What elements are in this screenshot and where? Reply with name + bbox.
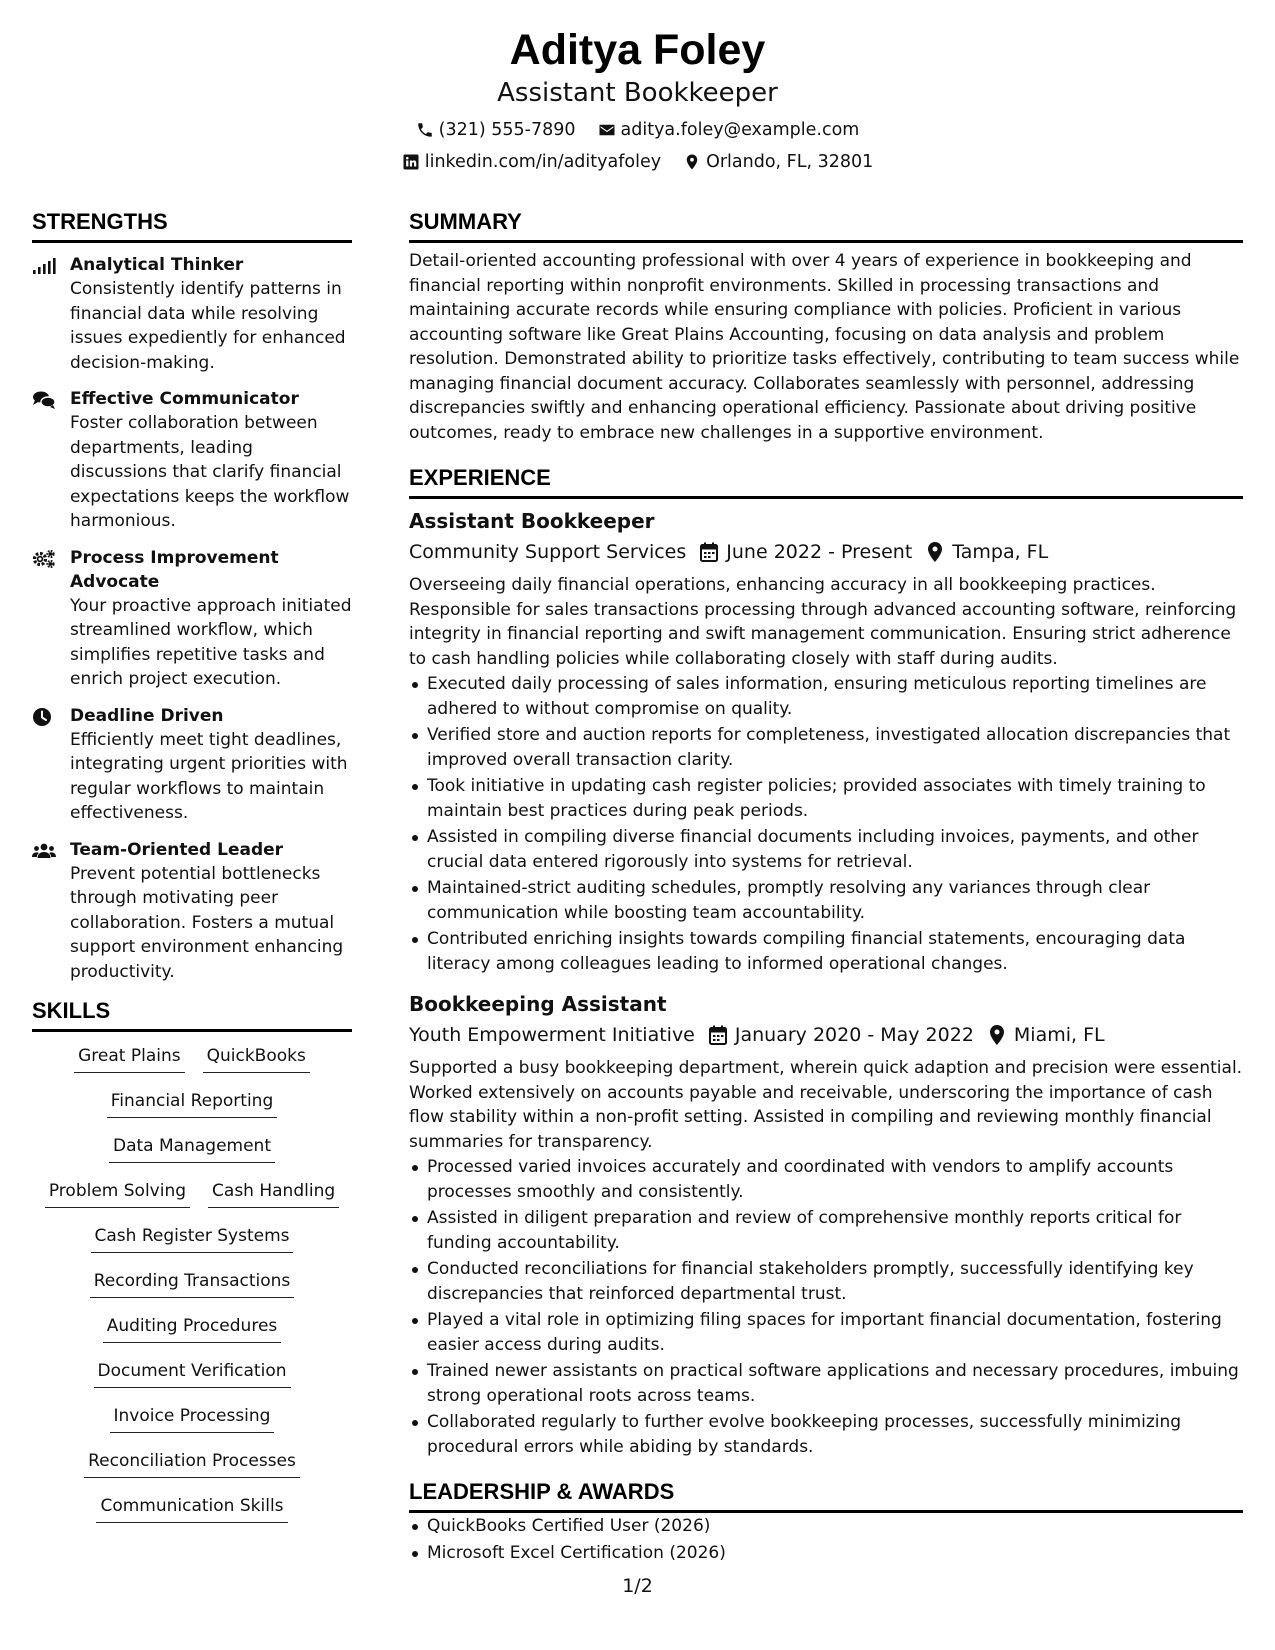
email-contact[interactable] (598, 119, 860, 141)
skill-row (32, 1132, 352, 1177)
bullet-item: Assisted in compiling diverse financial documents including invoices, payments, and other crucial data entered rigorously into systems for retrieval. (409, 825, 1243, 874)
strengths-list (32, 253, 352, 984)
strength-item (32, 546, 352, 692)
calendar-icon (709, 1025, 727, 1045)
skills-heading: SKILLS (32, 996, 352, 1032)
job-bullets (409, 672, 1243, 976)
skill-row (32, 1222, 352, 1267)
skill-tag: Recording Transactions (90, 1267, 295, 1298)
job-location: Tampa, FL (952, 541, 1049, 563)
contact-row-2 (0, 151, 1275, 173)
job-title: Bookkeeping Assistant (409, 992, 667, 1016)
skill-row (32, 1312, 352, 1357)
job-entry (409, 507, 1243, 976)
skill-row (32, 1492, 352, 1537)
job-bullets (409, 1155, 1243, 1459)
skill-row (32, 1357, 352, 1402)
skill-tag: Reconciliation Processes (84, 1447, 300, 1478)
location-contact (683, 151, 873, 173)
award-item: QuickBooks Certified User (2026) (409, 1514, 1243, 1539)
job-company: Youth Empowerment Initiative (409, 1024, 695, 1046)
skill-tag: Document Verification (94, 1357, 291, 1388)
job-dates: January 2020 - May 2022 (734, 1024, 974, 1046)
linkedin-text: linkedin.com/in/adityafoley (424, 152, 662, 172)
experience-heading: EXPERIENCE (409, 463, 1243, 499)
bullet-item: Verified store and auction reports for completeness, investigated allocation discrepancies that improved overall transaction clarity. (409, 723, 1243, 772)
summary-heading: SUMMARY (409, 207, 1243, 243)
strength-item (32, 704, 352, 826)
job-description: Supported a busy bookkeeping department, wherein quick adaption and precision were essential. Worked extensively on accounts payable and receivable, underscoring the importance of cash flow stability within a non-profit setting. Assisted in compiling and reviewing monthly financial summaries for transparency. (409, 1058, 1243, 1152)
bullet-item: Executed daily processing of sales information, ensuring meticulous reporting timelines are adhered to without compromise on quality. (409, 672, 1243, 721)
skill-tag: Cash Handling (208, 1177, 339, 1208)
job-description: Overseeing daily financial operations, enhancing accuracy in all bookkeeping practices. Responsible for sales transactions processing through advanced accounting software, reinforcing integrity in financial reporting and swift management communication. Ensuring strict adherence to cash handling policies while collaborating closely with staff during audits. (409, 575, 1237, 669)
strengths-heading: STRENGTHS (32, 207, 352, 243)
map-pin-icon (988, 1025, 1006, 1045)
job-dates: June 2022 - Present (726, 541, 913, 563)
skill-tag: Data Management (109, 1132, 275, 1163)
skill-tag: Communication Skills (96, 1492, 287, 1523)
bullet-item: Assisted in diligent preparation and review of comprehensive monthly reports critical for funding accountability. (409, 1206, 1243, 1255)
award-item: Microsoft Excel Certification (2026) (409, 1541, 1243, 1566)
phone-text: (321) 555-7890 (438, 120, 576, 140)
skill-tag: Great Plains (74, 1042, 184, 1073)
skill-tag: Invoice Processing (110, 1402, 275, 1433)
strength-desc: Prevent potential bottlenecks through motivating peer collaboration. Fosters a mutual support environment enhancing productivity. (70, 863, 344, 982)
strength-item (32, 253, 352, 375)
email-text: aditya.foley@example.com (620, 120, 860, 140)
strength-desc: Foster collaboration between departments, leading discussions that clarify financial expectations keeps the workflow harmonious. (70, 413, 350, 531)
linkedin-icon (402, 153, 420, 171)
skill-row (32, 1447, 352, 1492)
job-company: Community Support Services (409, 541, 687, 563)
phone-icon (416, 121, 434, 139)
awards-list (409, 1514, 1243, 1565)
strength-desc: Efficiently meet tight deadlines, integrating urgent priorities with regular workflows to maintain effectiveness. (70, 729, 348, 823)
right-column (409, 207, 1243, 1567)
skill-tag: Cash Register Systems (91, 1222, 294, 1253)
strength-title: Effective Communicator (70, 389, 299, 409)
chat-bubbles-icon (32, 387, 70, 534)
candidate-name: Aditya Foley (509, 26, 766, 74)
skill-tag: Auditing Procedures (103, 1312, 282, 1343)
page-number: 1/2 (622, 1575, 653, 1597)
strength-item (32, 838, 352, 985)
phone-contact[interactable] (416, 119, 576, 141)
job-title: Assistant Bookkeeper (409, 509, 655, 533)
bullet-item: Played a vital role in optimizing filing spaces for important financial documentation, fostering easier access during audits. (409, 1308, 1243, 1357)
bullet-item: Processed varied invoices accurately and coordinated with vendors to amplify accounts processes smoothly and consistently. (409, 1155, 1243, 1204)
job-location: Miami, FL (1013, 1024, 1105, 1046)
skill-row (32, 1042, 352, 1087)
users-icon (32, 838, 70, 985)
location-text: Orlando, FL, 32801 (706, 152, 874, 172)
bullet-item: Trained newer assistants on practical software applications and necessary procedures, imbuing strong operational roots across teams. (409, 1359, 1243, 1408)
linkedin-contact[interactable] (402, 151, 661, 173)
leadership-heading: LEADERSHIP & AWARDS (409, 1477, 1243, 1513)
skill-tag: Financial Reporting (107, 1087, 278, 1118)
bullet-item: Collaborated regularly to further evolve bookkeeping processes, successfully minimizing procedural errors while abiding by standards. (409, 1410, 1243, 1459)
bar-chart-icon (32, 253, 70, 375)
map-pin-icon (683, 153, 701, 171)
skill-row (32, 1402, 352, 1447)
bullet-item: Contributed enriching insights towards compiling financial statements, encouraging data literacy among colleagues leading to informed operational changes. (409, 927, 1243, 976)
skill-row (32, 1087, 352, 1132)
contact-row (0, 119, 1275, 141)
strength-title: Analytical Thinker (70, 255, 244, 275)
strength-desc: Your proactive approach initiated streamlined workflow, which simplifies repetitive tasks and enrich project execution. (70, 595, 352, 689)
strength-title: Deadline Driven (70, 705, 224, 726)
summary-text: Detail-oriented accounting professional with over 4 years of experience in bookkeeping and financial reporting within nonprofit environments. Skilled in processing transactions and maintaining accurate records while ensuring compliance with policies. Proficient in various accounting software like Great Plains Accounting, focusing on data analysis and problem resolution. Demonstrated ability to prioritize tasks effectively, contributing to team success while managing financial document accuracy. Collaborates seamlessly with personnel, addressing discrepancies swiftly and enhancing operational efficiency. Passionate about driving positive outcomes, ready to embrace new challenges in a supportive environment. (409, 251, 1240, 443)
resume-header (0, 24, 1275, 173)
strength-item (32, 387, 352, 534)
bullet-item: Conducted reconciliations for financial stakeholders promptly, successfully identifying key discrepancies that reinforced departmental trust. (409, 1257, 1243, 1306)
skill-tag: Problem Solving (45, 1177, 190, 1208)
clock-icon (32, 704, 70, 826)
strength-title: Process Improvement Advocate (70, 547, 279, 592)
job-entry (409, 990, 1243, 1459)
job-meta (409, 537, 1243, 567)
map-pin-icon (926, 542, 944, 562)
skill-row (32, 1177, 352, 1222)
envelope-icon (598, 121, 616, 139)
skills-list (32, 1042, 352, 1537)
left-column (32, 207, 352, 1537)
calendar-icon (700, 542, 718, 562)
candidate-title: Assistant Bookkeeper (497, 78, 778, 108)
gears-icon (32, 546, 70, 692)
skill-row (32, 1267, 352, 1312)
bullet-item: Maintained-strict auditing schedules, promptly resolving any variances through clear communication while boosting team accountability. (409, 876, 1243, 925)
strength-desc: Consistently identify patterns in financial data while resolving issues expediently for enhanced decision-making. (70, 279, 346, 373)
bullet-item: Took initiative in updating cash register policies; provided associates with timely training to maintain best practices during peak periods. (409, 774, 1243, 823)
job-meta (409, 1020, 1243, 1050)
skill-tag: QuickBooks (203, 1042, 310, 1073)
strength-title: Team-Oriented Leader (70, 839, 284, 860)
